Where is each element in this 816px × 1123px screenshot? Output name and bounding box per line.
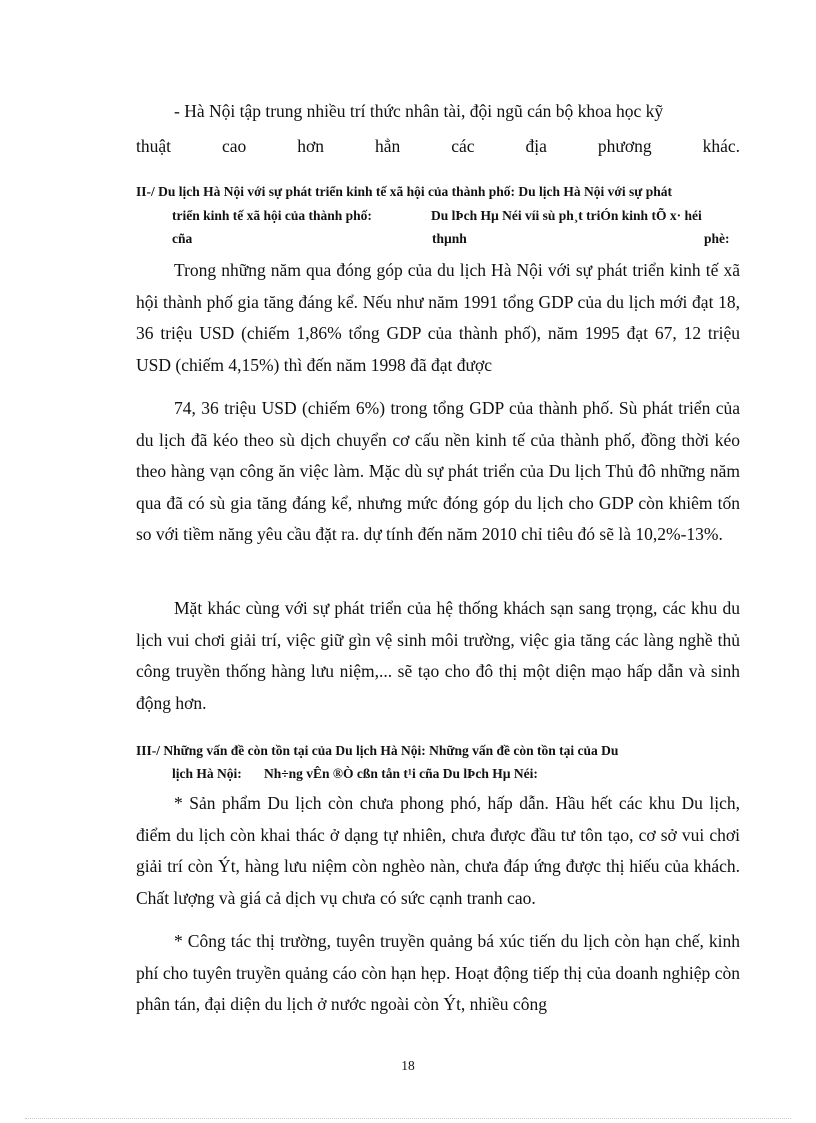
- heading2-line1: II-/ Du lịch Hà Nội với sự phát triển kinh tế xã hội của thành phố: Du lịch Hà Nội với sự phát: [136, 184, 672, 199]
- word: thuật: [136, 136, 171, 156]
- heading2-line3b: thµnh: [432, 231, 467, 246]
- page-border-divider: [25, 1118, 791, 1119]
- word: các: [451, 136, 475, 156]
- paragraph-tourism-products: * Sản phẩm Du lịch còn chưa phong phó, hấp dẫn. Hầu hết các khu Du lịch, điểm du lịch còn khai thác ở dạng tự nhiên, chưa được đầu tư tôn tạo, cơ sở vui chơi giải trí còn Ýt, hàng lưu niệm còn nghèo nàn, chưa đáp ứng được thị hiếu của khách. Chất lượng và giá cả dịch vụ chưa có sức cạnh tranh cao.: [136, 793, 740, 908]
- heading2-line2a: triển kinh tế xã hội của thành phố:: [172, 208, 372, 223]
- heading2-line3a: cña: [172, 231, 193, 246]
- word: địa: [525, 136, 547, 156]
- para1-line1: - Hà Nội tập trung nhiều trí thức nhân tài, đội ngũ cán bộ khoa học kỹ: [174, 101, 664, 121]
- word: khác.: [702, 136, 740, 156]
- word: phương: [597, 136, 652, 156]
- heading2-line3c: phè:: [704, 231, 730, 246]
- heading3-line2b: Nh÷ng vÊn ®Ò cßn tån t¹i cña Du lÞch Hµ Néi:: [264, 766, 538, 781]
- paragraph-marketing: * Công tác thị trường, tuyên truyền quảng bá xúc tiến du lịch còn hạn chế, kinh phí cho tuyên truyền quảng cáo còn hạn hẹp. Hoạt động tiếp thị của doanh nghiệp còn phân tán, đại diện du lịch ở nước ngoài còn Ýt, nhiều công: [136, 931, 740, 1014]
- word: hẳn: [374, 136, 401, 156]
- heading3-line2a: lịch Hà Nội:: [172, 766, 242, 781]
- paragraph-gdp-growth: Trong những năm qua đóng góp của du lịch Hà Nội với sự phát triển kinh tế xã hội thành phố gia tăng đáng kể. Nếu như năm 1991 tổng GDP của du lịch mới đạt 18, 36 triệu USD (chiếm 1,86% tổng GDP của thành phố), năm 1995 đạt 67, 12 triệu USD (chiếm 4,15%) thì đến năm 1998 đã đạt được: [136, 260, 740, 375]
- paragraph-urban-appearance: Mặt khác cùng với sự phát triển của hệ thống khách sạn sang trọng, các khu du lịch vui chơi giải trí, việc giữ gìn vệ sinh môi trường, việc gia tăng các làng nghề thủ công truyền thống hàng lưu niệm,... sẽ tạo cho đô thị một diện mạo hấp dẫn và sinh động hơn.: [136, 598, 740, 713]
- word: cao: [221, 136, 247, 156]
- paragraph-gdp-share: 74, 36 triệu USD (chiếm 6%) trong tổng GDP của thành phố. Sù phát triển của du lịch đã kéo theo sù dịch chuyển cơ cấu nền kinh tế của thành phố, đồng thời kéo theo hàng vạn công ăn việc làm. Mặc dù sự phát triển của Du lịch Thủ đô những năm qua đã có sù gia tăng đáng kể, nhưng mức đóng góp du lịch cho GDP còn khiêm tốn so với tiềm năng yêu cầu đặt ra. dự tính đến năm 2010 chỉ tiêu đó sẽ là 10,2%-13%.: [136, 398, 740, 544]
- heading2-line2b: Du lÞch Hµ Néi víi sù ph¸t triÓn kinh tÕ x· héi: [431, 208, 702, 223]
- page-number: 18: [401, 1058, 415, 1073]
- heading3-line1: III-/ Những vấn đề còn tồn tại của Du lịch Hà Nội: Những vấn đề còn tồn tại của Du: [136, 743, 619, 758]
- word: hơn: [297, 136, 324, 156]
- para1-line2: [136, 136, 740, 157]
